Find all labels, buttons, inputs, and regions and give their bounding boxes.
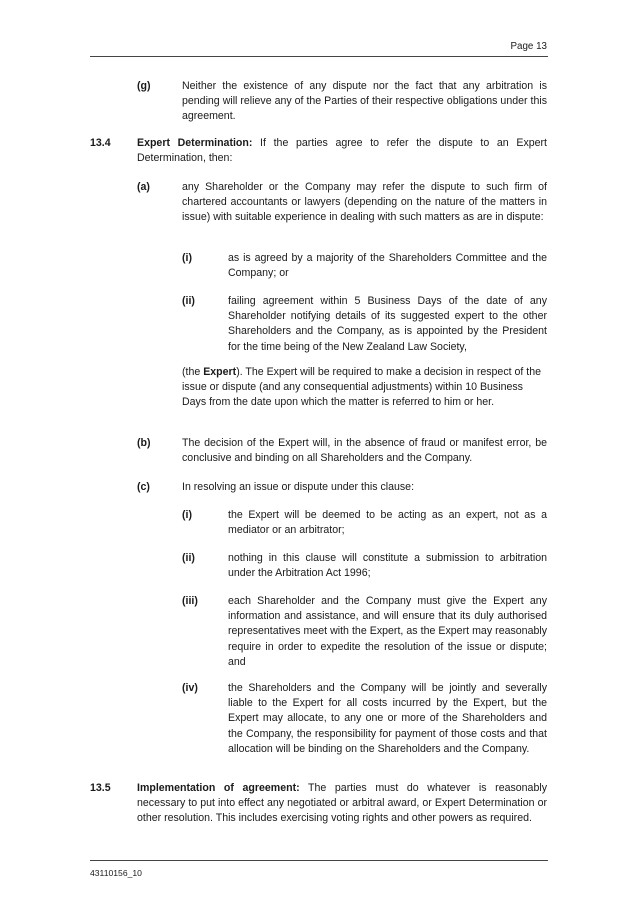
clause-c-ii-text: nothing in this clause will constitute a submission to arbitration under the Arbitration Act 1996; <box>228 552 547 580</box>
section-13-5-heading: Implementation of agreement: <box>137 782 300 794</box>
clause-c-ii-label: (ii) <box>182 552 195 564</box>
clause-c-iii-text: each Shareholder and the Company must give the Expert any information and assistance, and will ensure that its duly authorised representatives meet with the Expert, as the Expert may reasonably require in order to expedite the resolution of the issue or dispute; and <box>228 595 547 668</box>
section-13-5-text <box>137 781 547 827</box>
section-13-4-text <box>137 136 547 166</box>
clause-g-label: (g) <box>137 80 151 92</box>
clause-b-text: The decision of the Expert will, in the absence of fraud or manifest error, be conclusive and binding on all Shareholders and the Company. <box>182 437 547 465</box>
clause-g-text: Neither the existence of any dispute nor the fact that any arbitration is pending will relieve any of the Parties of their respective obligations under this agreement. <box>182 80 547 123</box>
clause-a-tail-pre: (the <box>182 366 204 378</box>
section-13-4-heading: Expert Determination: <box>137 137 253 149</box>
clause-a-ii-label: (ii) <box>182 295 195 307</box>
clause-a-i-label: (i) <box>182 252 192 264</box>
clause-c-i-label: (i) <box>182 509 192 521</box>
section-13-5-body: The parties must do whatever is reasonably necessary to put into effect any negotiated or arbitral award, or Expert Determination or other resolution. This includes exercising voting rights and other powers as required. <box>137 782 547 825</box>
document-reference: 43110156_10 <box>90 868 142 878</box>
page-number: Page 13 <box>510 41 547 52</box>
clause-c-i-text: the Expert will be deemed to be acting as an expert, not as a mediator or an arbitrator; <box>228 509 547 537</box>
header-rule <box>90 56 548 57</box>
section-13-4-number: 13.4 <box>90 137 111 149</box>
clause-a-label: (a) <box>137 181 150 193</box>
clause-a-tail <box>182 365 547 411</box>
clause-b-label: (b) <box>137 437 151 449</box>
clause-a-tail-post: ). The Expert will be required to make a decision in respect of the issue or dispute (and any consequential adjustments) within 10 Business Days from the date upon which the matter is referred to him or her. <box>182 366 542 409</box>
clause-c-text: In resolving an issue or dispute under this clause: <box>182 481 415 493</box>
clause-c-label: (c) <box>137 481 150 493</box>
clause-c-iv-text: the Shareholders and the Company will be jointly and severally liable to the Expert for all costs incurred by the Expert, but the Expert may allocate, to any one or more of the Shareholders and the Company, the responsibility for payment of those costs and that allocation will be binding on the Shareholders and the Company. <box>228 682 547 755</box>
section-13-5-number: 13.5 <box>90 782 111 794</box>
clause-a-i-text: as is agreed by a majority of the Shareholders Committee and the Company; or <box>228 252 547 280</box>
footer-rule <box>90 860 548 861</box>
clause-a-ii-text: failing agreement within 5 Business Days of the date of any Shareholder notifying details of its suggested expert to the other Shareholders and the Company, as is appointed by the President for the time being of the New Zealand Law Society, <box>228 295 547 353</box>
clause-c-iii-label: (iii) <box>182 595 198 607</box>
section-13-4-body: If the parties agree to refer the dispute to an Expert Determination, then: <box>137 137 547 165</box>
expert-defined-term: Expert <box>203 366 237 378</box>
clause-c-iv-label: (iv) <box>182 682 198 694</box>
clause-a-text: any Shareholder or the Company may refer the dispute to such firm of chartered accountants or lawyers (depending on the nature of the matters in issue) with suitable experience in dealing with such matters as are in dispute: <box>182 181 547 224</box>
